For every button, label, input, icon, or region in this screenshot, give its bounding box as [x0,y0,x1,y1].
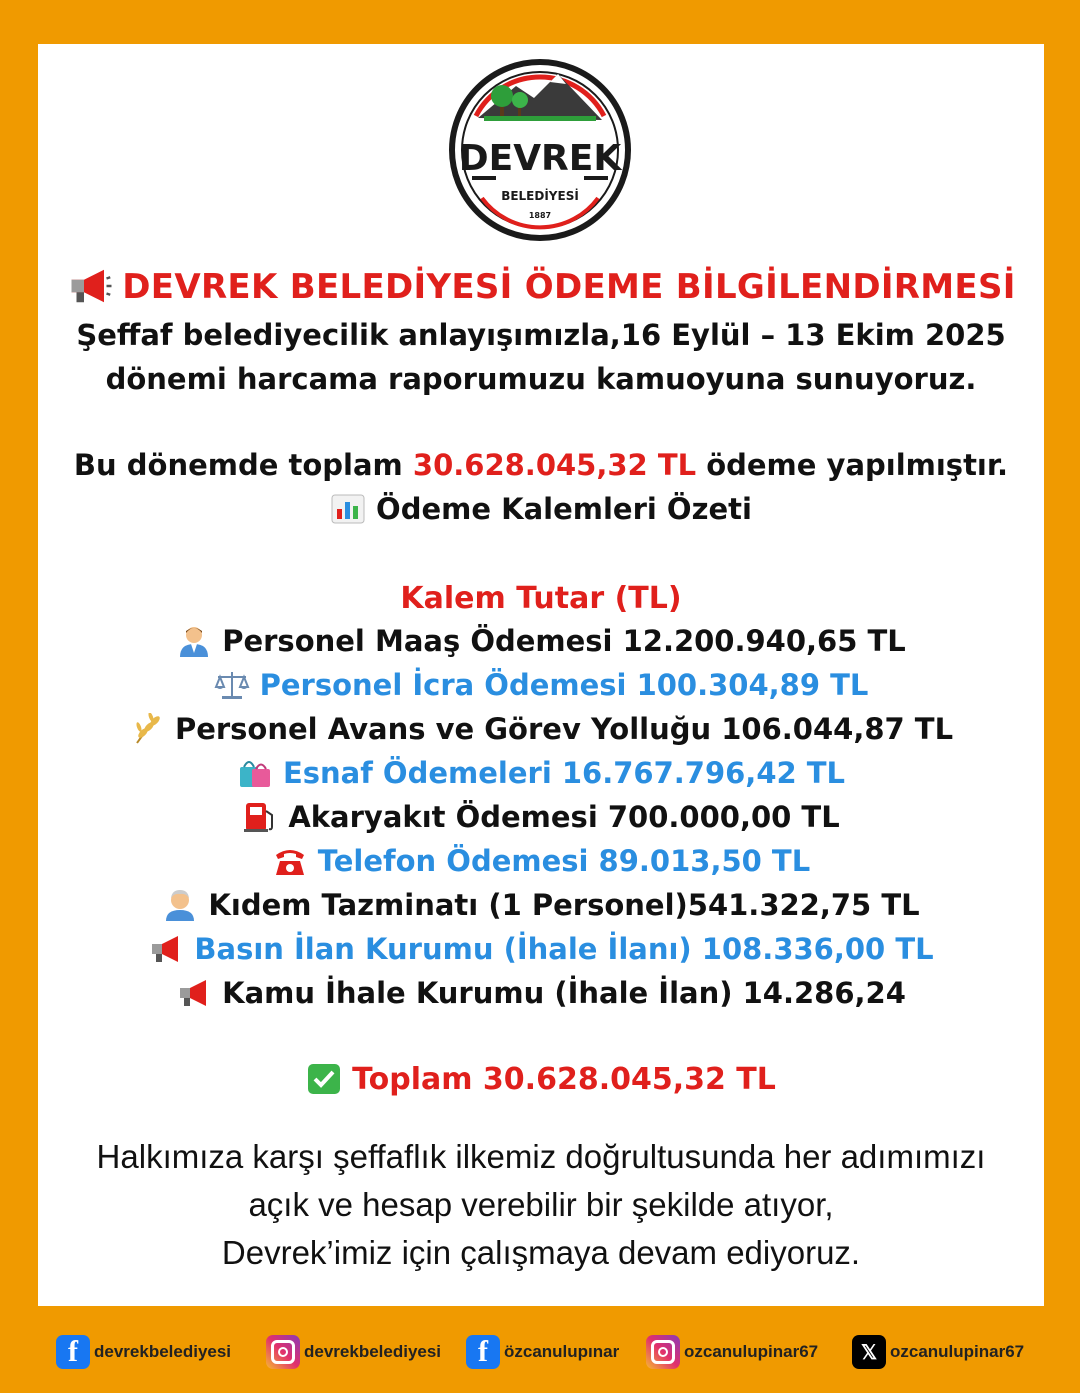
man-office-worker-icon [176,625,212,657]
social-handle: ozcanulupinar67 [684,1342,819,1361]
summary-heading [38,492,1044,526]
wheat-icon [129,713,165,745]
total-amount: 30.628.045,32 TL [412,448,697,482]
social-handle: devrekbelediyesi [304,1342,442,1361]
item-text: Telefon Ödemesi 89.013,50 TL [317,844,811,878]
social-handle: devrekbelediyesi [94,1342,232,1361]
item-text: Kamu İhale Kurumu (İhale İlan) 14.286,24 [222,976,906,1010]
fuel-pump-icon [242,801,278,833]
instagram-icon [266,1335,300,1369]
social-handle: ozcanulupinar67 [890,1342,1025,1361]
facebook-icon: f [466,1335,500,1369]
page-title [38,266,1044,307]
item-text: Personel İcra Ödemesi 100.304,89 TL [259,668,869,702]
item-text: Personel Maaş Ödemesi 12.200.940,65 TL [222,624,906,658]
total-after: ödeme yapılmıştır. [706,448,1009,482]
shopping-bags-icon [237,757,273,789]
social-link-instagram[interactable] [646,1334,818,1370]
payment-item [38,756,1044,790]
total-before: Bu dönemde toplam [73,448,403,482]
title-text: DEVREK BELEDİYESİ ÖDEME BİLGİLENDİRMESİ [122,267,1016,307]
payment-item [38,976,1044,1010]
logo-year: 1887 [528,211,552,220]
logo-subtitle: BELEDİYESİ [501,189,579,203]
instagram-icon [646,1335,680,1369]
megaphone-icon [66,266,112,306]
intro-line-2: dönemi harcama raporumuzu kamuoyuna sunuyoruz. [105,362,977,396]
closing-line-3: Devrek’imiz için çalışmaya devam ediyoruz. [221,1234,861,1271]
social-handle: özcanulupınar [504,1342,620,1361]
total-statement [38,448,1044,482]
devrek-belediyesi-logo [438,58,642,248]
payment-item [38,844,1044,878]
megaphone-icon [176,977,212,1009]
payment-item [38,712,1044,746]
social-link-instagram[interactable] [266,1334,441,1370]
bar-chart-icon [330,493,366,525]
megaphone-icon [148,933,184,965]
social-link-facebook[interactable] [466,1334,619,1370]
payment-item [38,888,1044,922]
social-link-facebook[interactable] [56,1334,231,1370]
item-text: Kıdem Tazminatı (1 Personel)541.322,75 TL [208,888,920,922]
payment-item [38,800,1044,834]
item-text: Personel Avans ve Görev Yolluğu 106.044,87 TL [174,712,954,746]
table-header: Kalem Tutar (TL) [400,581,682,616]
logo-wordmark: DEVREK [458,138,622,179]
item-text: Basın İlan Kurumu (İhale İlanı) 108.336,00 TL [194,932,934,966]
item-text: Akaryakıt Ödemesi 700.000,00 TL [288,800,840,834]
intro-line-1: Şeffaf belediyecilik anlayışımızla,16 Eylül – 13 Ekim 2025 [76,318,1006,352]
closing-line-1: Halkımıza karşı şeffaflık ilkemiz doğrultusunda her adımımızı [96,1138,986,1175]
payment-item [38,932,1044,966]
payment-item [38,668,1044,702]
x-icon: 𝕏 [852,1335,886,1369]
check-mark-icon [306,1063,342,1095]
older-person-icon [162,889,198,921]
social-link-x[interactable] [852,1334,1024,1370]
grand-total-text: Toplam 30.628.045,32 TL [352,1062,776,1097]
facebook-icon: f [56,1335,90,1369]
summary-title: Ödeme Kalemleri Özeti [376,492,752,526]
closing-line-2: açık ve hesap verebilir bir şekilde atıyor, [248,1186,834,1223]
scales-icon [214,669,250,701]
grand-total [38,1062,1044,1097]
item-text: Esnaf Ödemeleri 16.767.796,42 TL [282,756,846,790]
payment-item [38,624,1044,658]
telephone-icon [272,845,308,877]
